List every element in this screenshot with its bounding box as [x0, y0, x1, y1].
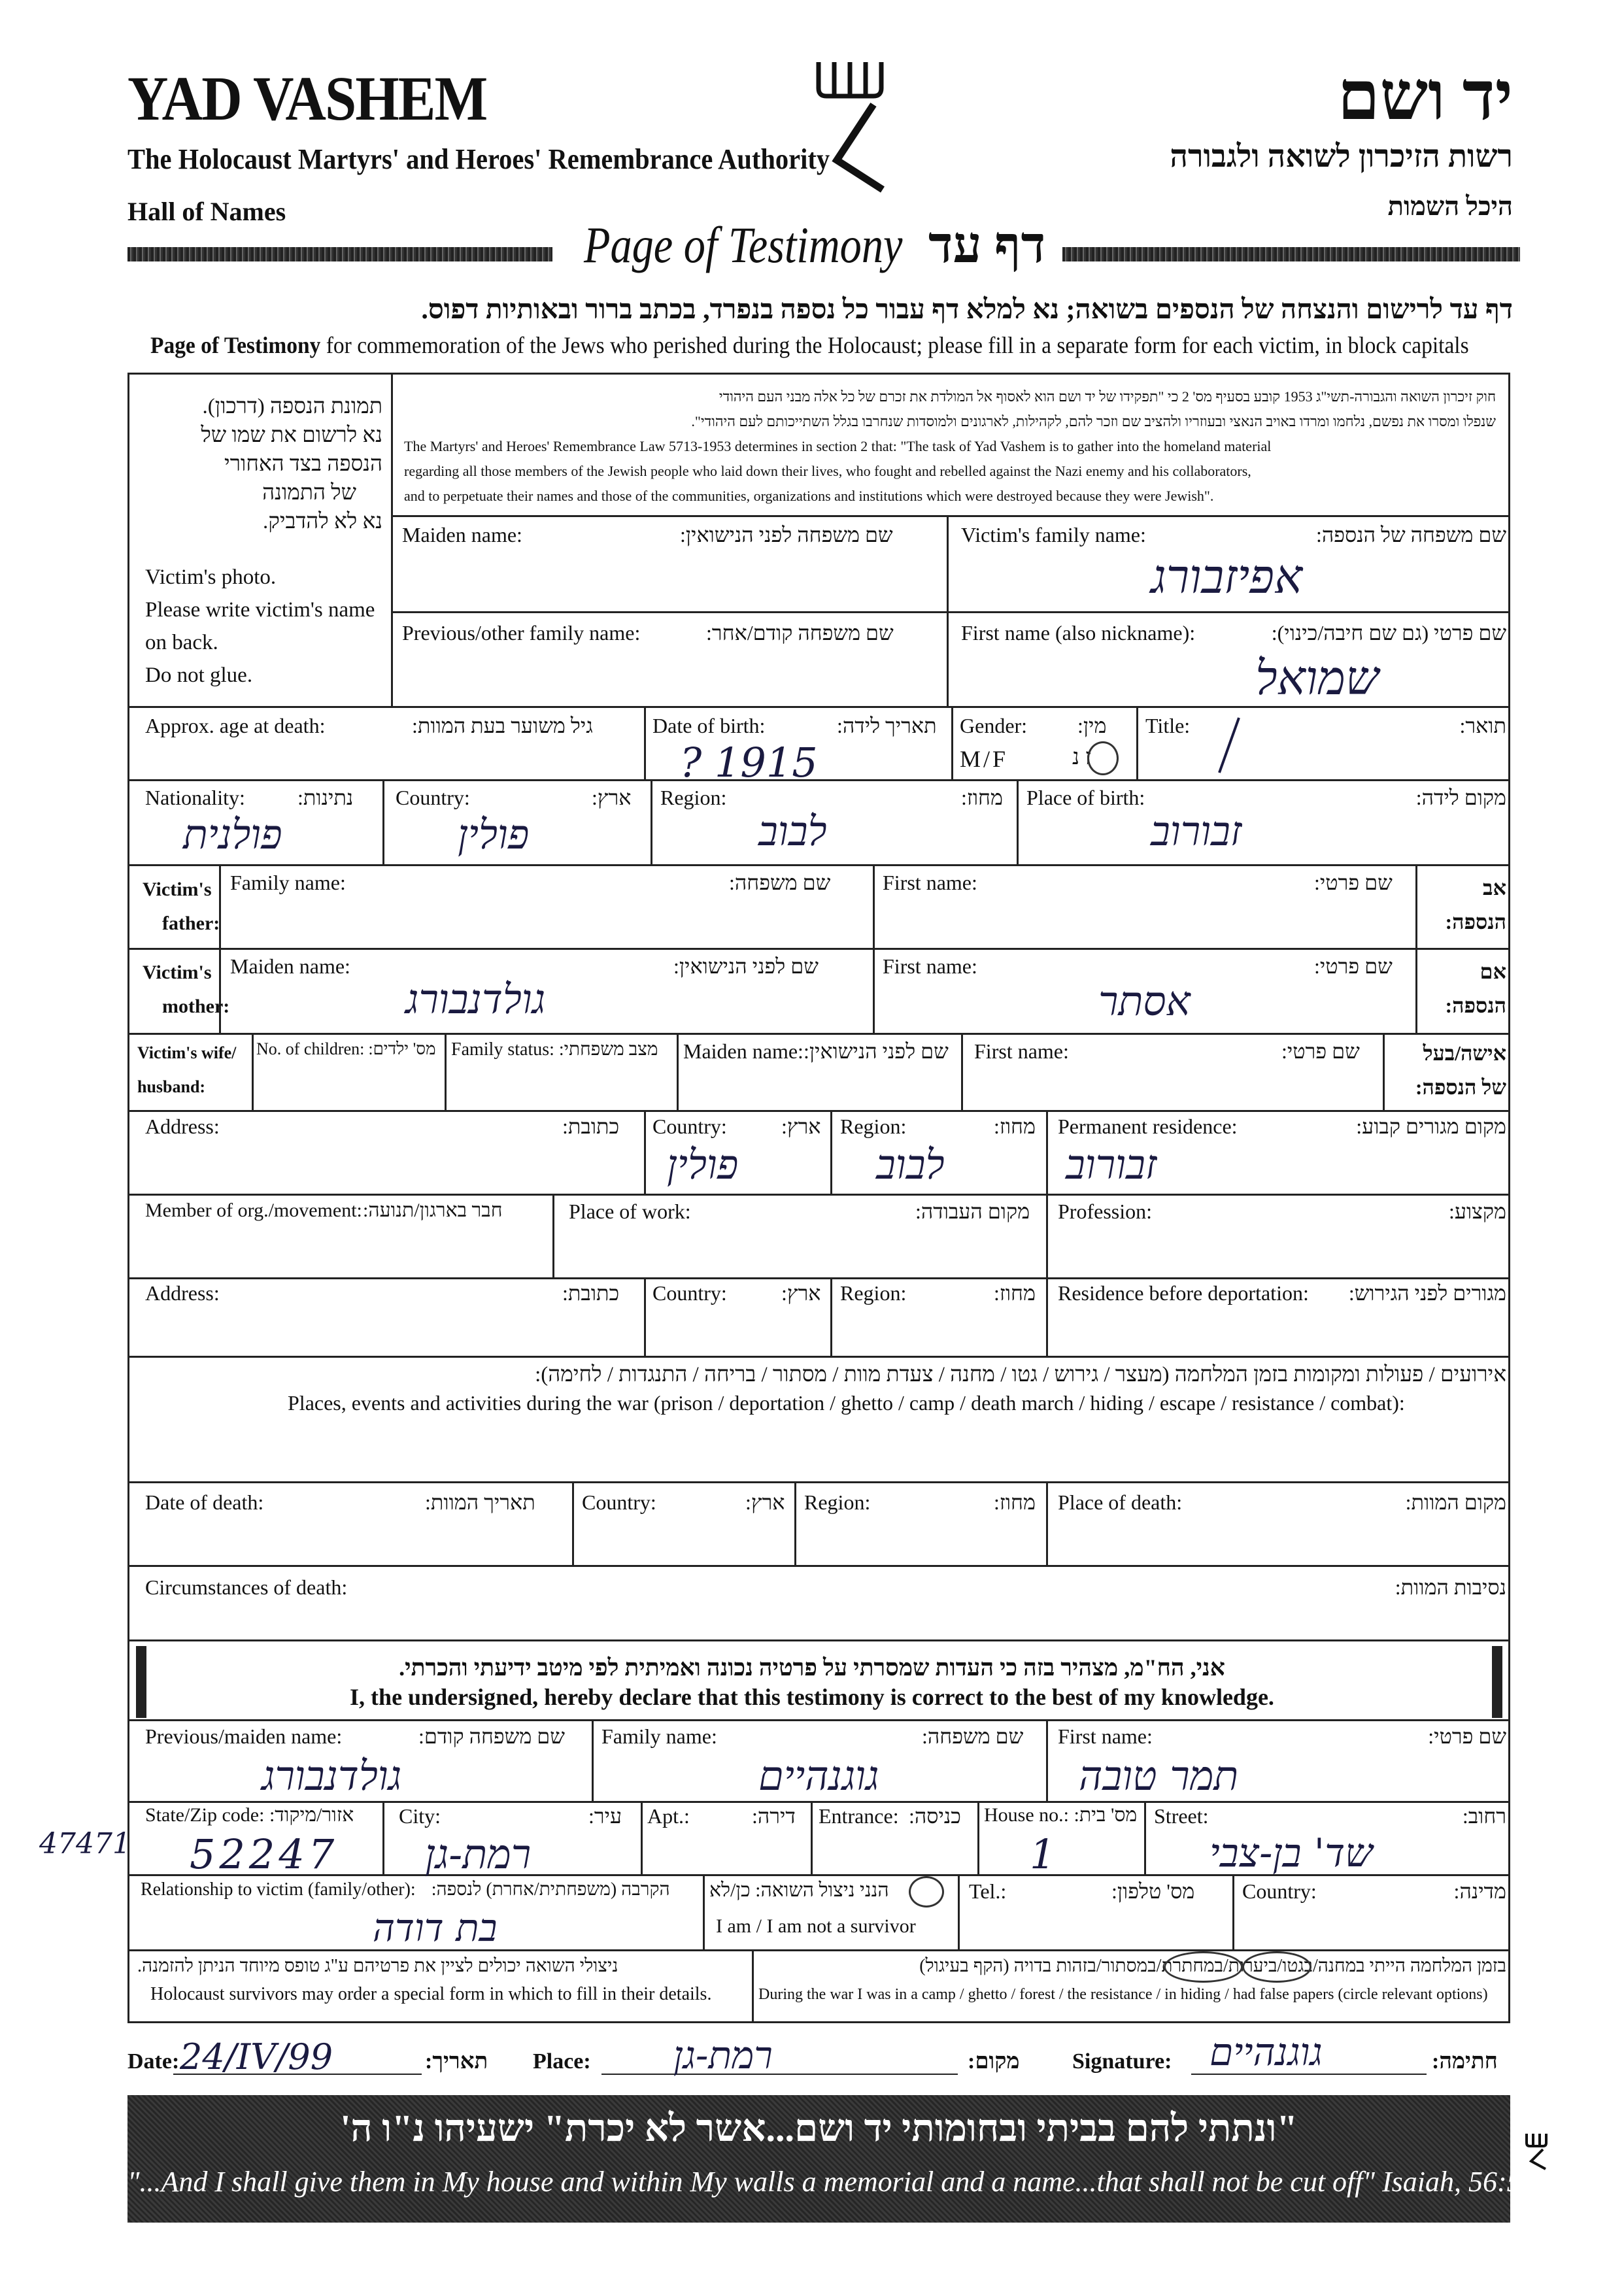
title-label: Title:: [1145, 714, 1191, 737]
age-label-he: גיל משוער בעת המוות:: [412, 714, 593, 737]
law-text: [404, 384, 1496, 509]
nationality-label-he: נתינות:: [297, 786, 354, 809]
date-field[interactable]: 24/IV/99: [180, 2036, 333, 2077]
sub-family-field[interactable]: גוגנהיים: [758, 1752, 879, 1800]
authority-he: רשות הזיכרון לשואה ולגבורה: [1170, 139, 1513, 174]
wartime-circle-2: [1164, 1951, 1243, 1983]
tel-label: Tel.:: [969, 1879, 1007, 1903]
address-country-field[interactable]: פולין: [667, 1141, 739, 1188]
sub-first-label: First name:: [1058, 1724, 1153, 1748]
photo-he-line: נא לא להדביק.: [262, 510, 382, 533]
mother-label-he-2: הנספה:: [1445, 994, 1506, 1017]
photo-he-line: הנספה בצד האחורי: [224, 452, 382, 476]
mother-first-field[interactable]: אסתר: [1098, 977, 1191, 1025]
entrance-label: Entrance:: [819, 1804, 899, 1828]
family-name-field[interactable]: אפיזבורג: [1151, 549, 1303, 604]
date-label-he: תאריך:: [425, 2049, 488, 2074]
address2-label: Address:: [145, 1281, 220, 1305]
address2-country-label-he: ארץ:: [781, 1281, 821, 1305]
children-label-he: מס' ילדים:: [368, 1039, 436, 1058]
dob-label: Date of birth:: [652, 714, 766, 737]
spouse-first-label: First name:: [974, 1039, 1069, 1063]
tel-label-he: מס' טלפון:: [1111, 1879, 1195, 1903]
death-country-label-he: ארץ:: [745, 1490, 785, 1514]
city-field[interactable]: רמת-גן: [425, 1830, 532, 1878]
title-slash-mark: [1141, 713, 1507, 777]
footer-logo: [1523, 2131, 1549, 2174]
spouse-maiden-label: [683, 1039, 949, 1064]
place-field[interactable]: רמת-גן: [673, 2033, 773, 2077]
date-label: Date:: [127, 2049, 180, 2074]
spouse-first-label-he: שם פרטי:: [1281, 1039, 1360, 1063]
work-label: Place of work:: [569, 1200, 691, 1223]
country-label: Country:: [396, 786, 470, 809]
photo-he-line: תמונת הנספה (דרכון).: [202, 395, 382, 418]
survivor-label-en: I am / I am not a survivor: [716, 1915, 916, 1937]
title-bar-right: [1062, 247, 1520, 261]
children-label-en: No. of children:: [256, 1039, 365, 1058]
address-region-field[interactable]: לבוב: [876, 1141, 945, 1188]
hall-of-names-he: היכל השמות: [1387, 192, 1513, 221]
prev-name-label-he: שם משפחה קודם/אחר:: [706, 621, 894, 645]
yad-vashem-logo: [811, 56, 889, 193]
house-label: [984, 1804, 1137, 1826]
pod-label: Place of death:: [1058, 1490, 1183, 1514]
work-label-he: מקום העבודה:: [915, 1200, 1030, 1223]
declaration-he: אני, הח"מ, מצהיר בזה כי העדות שמסרתי על פרטיה נכונה ואמיתית לפי מיטב ידיעתי והכרתי.: [399, 1655, 1225, 1681]
perm-residence-label-he: מקום מגורים קבוע:: [1356, 1115, 1506, 1138]
spouse-label-2: husband:: [137, 1077, 206, 1096]
city-label-he: עיר:: [588, 1804, 622, 1828]
mother-first-label: First name:: [883, 954, 977, 978]
mother-maiden-label-he: שם לפני הנישואין:: [673, 954, 819, 978]
city-label: City:: [399, 1804, 441, 1828]
profession-label: Profession:: [1058, 1200, 1152, 1223]
spouse-label-1: Victim's wife/: [137, 1043, 237, 1062]
nationality-label: Nationality:: [145, 786, 245, 809]
region-field[interactable]: לבוב: [758, 807, 827, 855]
perm-residence-field[interactable]: זבורוב: [1066, 1141, 1157, 1188]
mother-label: [143, 956, 229, 1024]
spouse-label-he-1: אישה/בעל: [1423, 1041, 1506, 1065]
org-name-en: YAD VASHEM: [127, 63, 487, 133]
gender-selected-circle: [1087, 741, 1119, 775]
mother-label-2: mother:: [162, 996, 230, 1017]
house-label-he: מס' בית:: [1074, 1804, 1138, 1826]
age-label: Approx. age at death:: [145, 714, 326, 737]
spouse-label-he-2: של הנספה:: [1415, 1075, 1506, 1099]
title-field[interactable]: [1141, 713, 1507, 777]
law-he-1: חוק זיכרון השואה והגבורה-תשי"ג 1953 קובע בסעיף מס' 2 כי "תפקידו של יד ושם הוא לאסוף אל המולדת את זכרם של כל אלה מבני העם היהודי: [719, 388, 1496, 405]
member-label-he: חבר בארגון/תנועה:: [363, 1200, 503, 1221]
events-field[interactable]: [131, 1419, 1507, 1479]
father-label-he-1: אב: [1483, 876, 1506, 899]
survivor-form-he: ניצולי השואה יכולים לציין את פרטיהם ע"ג טופס מיוחד הניתן להזמנה.: [137, 1956, 618, 1976]
first-name-label: First name (also nickname):: [961, 621, 1196, 645]
maiden-name-label: Maiden name:: [402, 523, 522, 546]
authority-en: The Holocaust Martyrs' and Heroes' Remembrance Authority: [127, 143, 830, 175]
entrance-label-he: כניסה:: [909, 1804, 961, 1828]
photo-en-line: on back.: [145, 631, 218, 654]
residence-deport-label: Residence before deportation:: [1058, 1281, 1309, 1305]
circumstances-label-he: נסיבות המוות:: [1395, 1575, 1506, 1599]
mother-label-1: Victim's: [143, 962, 212, 983]
father-label-2: father:: [162, 913, 220, 934]
survivor-no-circle: [909, 1876, 944, 1908]
dob-label-he: תאריך לידה:: [837, 714, 937, 737]
intro-en: [150, 331, 1469, 359]
mother-maiden-label: Maiden name:: [230, 954, 350, 978]
relationship-field[interactable]: בת דודה: [373, 1906, 498, 1950]
address-region-label: Region:: [840, 1115, 907, 1138]
photo-instructions-en: [145, 561, 375, 692]
country-field[interactable]: פולין: [458, 811, 530, 858]
first-name-field[interactable]: שמואל: [1255, 650, 1379, 705]
father-first-label: First name:: [883, 871, 977, 894]
relationship-label-en: Relationship to victim (family/other):: [141, 1879, 416, 1900]
age-field[interactable]: [131, 739, 641, 777]
sub-first-label-he: שם פרטי:: [1428, 1724, 1506, 1748]
region-label: Region:: [660, 786, 727, 809]
apt-label: Apt.:: [647, 1804, 690, 1828]
house-label-en: House no.:: [984, 1804, 1069, 1826]
place-label: Place:: [533, 2049, 591, 2074]
children-label: [256, 1039, 435, 1059]
death-region-label-he: מחוז:: [994, 1490, 1036, 1514]
title-label-he: תואר:: [1459, 714, 1506, 737]
sub-first-field[interactable]: תמר טובה: [1079, 1752, 1239, 1800]
zip-field[interactable]: 52247: [190, 1830, 339, 1878]
spouse-label: [137, 1036, 236, 1104]
survivor-label-he: הנני ניצול השואה: כן/לא: [709, 1879, 889, 1901]
street-label: Street:: [1154, 1804, 1209, 1828]
survivor-form-en: Holocaust survivors may order a special form in which to fill in their details.: [150, 1984, 712, 2004]
form-title-en: Page of Testimony: [584, 216, 903, 273]
father-family-label-he: שם משפחה:: [729, 871, 831, 894]
perm-residence-label: Permanent residence:: [1058, 1115, 1238, 1138]
gender-options-he: ז נ: [1072, 745, 1092, 769]
events-label-he: אירועים / פעולות ומקומות בזמן המלחמה (מעצר / גירוש / גטו / מחנה / צעדת מוות / מסתור / בריחה / התנגדות / לחימה):: [535, 1363, 1506, 1387]
spouse-label-he: [1415, 1036, 1506, 1104]
photo-he-line: נא לרשום את שמו של: [201, 424, 382, 447]
father-label: [143, 873, 220, 941]
hall-of-names-en: Hall of Names: [127, 197, 286, 226]
place-label-he: מקום:: [968, 2049, 1020, 2074]
org-name-he: יד ושם: [1337, 59, 1513, 134]
signature-label: Signature:: [1072, 2049, 1172, 2074]
intro-en-bold: Page of Testimony: [150, 332, 321, 358]
gender-options[interactable]: M/F: [960, 746, 1009, 772]
spouse-maiden-label-he: שם לפני הנישואין:: [803, 1039, 949, 1063]
wartime-en: During the war I was in a camp / ghetto / forest / the resistance / in hiding / had false papers (circle relevant options): [758, 1986, 1488, 2003]
zip-label-en: State/Zip code:: [145, 1804, 265, 1826]
relationship-label-he: הקרבה (משפחתית/אחרת) לנספה:: [431, 1879, 670, 1900]
address-country-label-he: ארץ:: [781, 1115, 821, 1138]
prev-name-field[interactable]: [394, 650, 943, 703]
father-label-he: [1446, 871, 1506, 939]
law-en-3: and to perpetuate their names and those of the communities, organizations and institutions which were destroyed because they were Jewish".: [404, 488, 1214, 504]
relationship-label: [141, 1879, 670, 1900]
wartime-he: בזמן המלחמה הייתי במחנה/בגטו/ביערות/במחתרת/במסתור/בזהות בדויה (הקף בעיגול): [919, 1956, 1506, 1976]
street-label-he: רחוב:: [1462, 1804, 1506, 1828]
photo-en-line: Do not glue.: [145, 664, 253, 687]
signature-field[interactable]: גוגנהיים: [1210, 2030, 1323, 2074]
address2-region-label-he: מחוז:: [994, 1281, 1036, 1305]
wartime-circle-1: [1242, 1951, 1311, 1983]
pob-field[interactable]: זבורוב: [1151, 807, 1242, 855]
form-title-he: דף עד: [928, 216, 1046, 273]
signature-label-he: חתימה:: [1432, 2049, 1498, 2074]
sub-family-label: Family name:: [601, 1724, 717, 1748]
pob-label: Place of birth:: [1026, 786, 1145, 809]
street-field[interactable]: שד' בן-צבי: [1210, 1830, 1373, 1876]
law-en-1: The Martyrs' and Heroes' Remembrance Law 5713-1953 determines in section 2 that: "The task of Yad Vashem is to gather into the homeland material: [404, 438, 1272, 454]
mother-label-he: [1446, 954, 1506, 1022]
house-field[interactable]: 1: [1030, 1830, 1056, 1878]
dob-field[interactable]: ? 1915: [680, 739, 818, 786]
country-label-he: ארץ:: [592, 786, 632, 809]
father-first-field[interactable]: [876, 899, 1412, 945]
address-region-label-he: מחוז:: [994, 1115, 1036, 1138]
pod-label-he: מקום המוות:: [1405, 1490, 1506, 1514]
photo-en-line: Victim's photo.: [145, 565, 277, 589]
menorah-logo-icon: [811, 56, 889, 193]
sub-prev-label: Previous/maiden name:: [145, 1724, 343, 1748]
gender-label-he: מין:: [1077, 714, 1107, 737]
dod-label-he: תאריך המוות:: [425, 1490, 535, 1514]
law-en-2: regarding all those members of the Jewish people who laid down their lives, who fought and rebelled against the Nazi enemy and his collaborators,: [404, 463, 1251, 479]
declaration-en: I, the undersigned, hereby declare that this testimony is correct to the best of my knowledge.: [350, 1684, 1274, 1710]
father-first-label-he: שם פרטי:: [1314, 871, 1393, 894]
gender-label: Gender:: [960, 714, 1028, 737]
intro-he: דף עד לרישום והנצחה של הנספים בשואה; נא למלא דף עבור כל נספה בנפרד, בכתב ברור ובאותיות דפוס.: [421, 295, 1513, 325]
death-country-label: Country:: [582, 1490, 656, 1514]
region-label-he: מחוז:: [961, 786, 1003, 809]
family-name-label: Victim's family name:: [961, 523, 1146, 546]
address-label: Address:: [145, 1115, 220, 1138]
margin-note: 47471: [39, 1827, 131, 1860]
residence-deport-label-he: מגורים לפני הגירוש:: [1348, 1281, 1506, 1305]
footer-quote-he: "ונתתי להם בביתי ובחומותי יד ושם...אשר לא יכרת" ישעיהו נ"ו ה': [340, 2107, 1298, 2149]
mother-first-label-he: שם פרטי:: [1314, 954, 1393, 978]
address-label-he: כתובת:: [562, 1115, 620, 1138]
family-status-label: [451, 1039, 658, 1060]
dod-label: Date of death:: [145, 1490, 264, 1514]
father-family-field[interactable]: [222, 899, 870, 945]
family-status-label-en: Family status:: [451, 1039, 554, 1060]
mother-maiden-field[interactable]: גולדנבורג: [405, 975, 546, 1023]
address-country-label: Country:: [652, 1115, 727, 1138]
profession-label-he: מקצוע:: [1448, 1200, 1506, 1223]
member-label: Member of org./movement:: [145, 1200, 362, 1221]
address2-country-label: Country:: [652, 1281, 727, 1305]
death-region-label: Region:: [804, 1490, 871, 1514]
family-name-label-he: שם משפחה של הנספה:: [1315, 523, 1506, 546]
footer-quote-en: "...And I shall give them in My house and within My walls a memorial and a name...that shall not be cut off" Isaiah, 56:5: [127, 2166, 1521, 2198]
family-status-label-he: מצב משפחתי:: [558, 1039, 658, 1060]
photo-he-line: של התמונה: [262, 481, 356, 505]
events-label-en: Places, events and activities during the war (prison / deportation / ghetto / camp / death march / hiding / escape / resistance / combat):: [288, 1391, 1405, 1415]
father-family-label: Family name:: [230, 871, 346, 894]
maiden-name-field[interactable]: [394, 552, 943, 608]
nationality-field[interactable]: פולנית: [183, 811, 282, 858]
father-label-he-2: הנספה:: [1445, 910, 1506, 933]
intro-en-rest: for commemoration of the Jews who perished during the Holocaust; please fill in a separate form for each victim, in block capitals: [320, 332, 1469, 358]
title-bar-left: [127, 247, 552, 261]
first-name-label-he: שם פרטי (גם שם חיבה/כינוי):: [1271, 621, 1506, 645]
zip-label-he: אזור/מיקוד:: [269, 1804, 354, 1826]
sub-country-label-he: מדינה:: [1453, 1879, 1506, 1903]
law-he-2: שנפלו ומסרו את נפשם, נלחמו ומרדו באויב הנאצי ובעוזריו ולהציב שם וזכר להם, לקהילות, לארגונים ולמוסדות שנחרבו בגלל השתייכותם לעם היהודי".: [691, 413, 1496, 429]
circumstances-label: Circumstances of death:: [145, 1575, 348, 1599]
address2-region-label: Region:: [840, 1281, 907, 1305]
photo-instructions-he: [141, 392, 382, 536]
maiden-name-label-he: שם משפחה לפני הנישואין:: [680, 523, 893, 546]
sub-prev-label-he: שם משפחה קודם:: [418, 1724, 565, 1748]
father-label-1: Victim's: [143, 879, 212, 900]
mother-label-he-1: אם: [1480, 960, 1506, 983]
address2-label-he: כתובת:: [562, 1281, 620, 1305]
sub-country-label: Country:: [1242, 1879, 1317, 1903]
prev-name-label: Previous/other family name:: [402, 621, 641, 645]
menorah-small-icon: [1523, 2131, 1549, 2170]
photo-en-line: Please write victim's name: [145, 598, 375, 622]
zip-label: [145, 1804, 354, 1826]
apt-label-he: דירה:: [752, 1804, 796, 1828]
sub-prev-field[interactable]: גולדנבורג: [262, 1752, 402, 1800]
spouse-maiden-label-en: Maiden name:: [683, 1039, 804, 1063]
sub-family-label-he: שם משפחה:: [922, 1724, 1024, 1748]
pob-label-he: מקום לידה:: [1415, 786, 1506, 809]
